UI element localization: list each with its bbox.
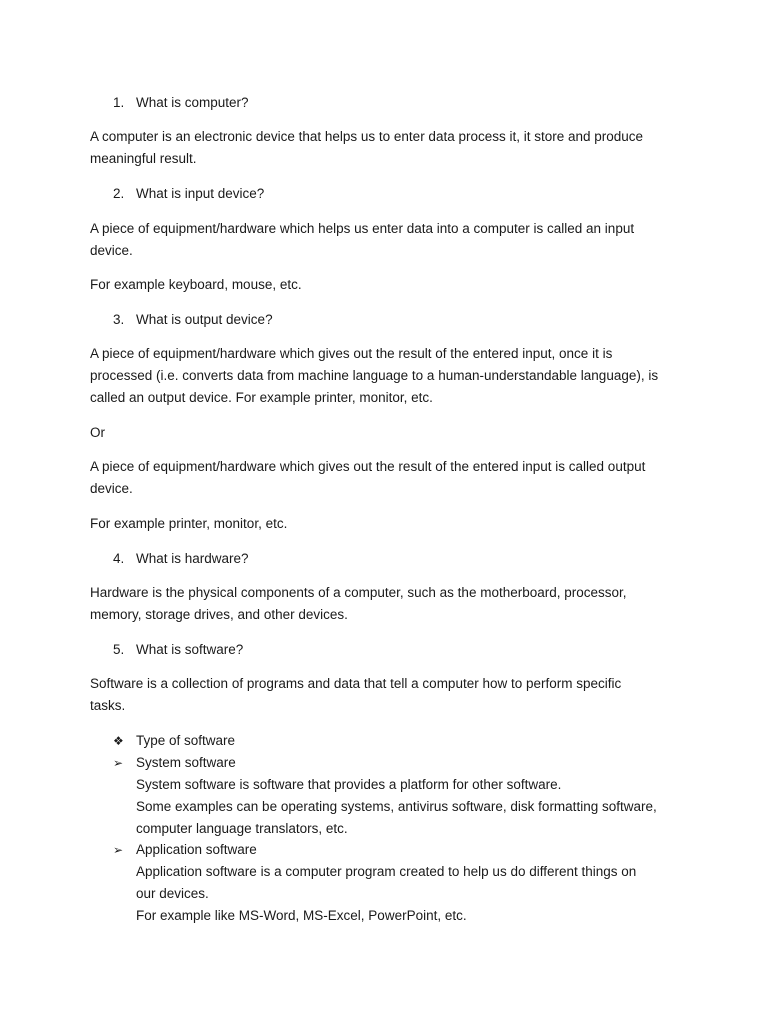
diamond-bullet-icon: ❖ <box>113 734 124 748</box>
example-line: For example printer, monitor, etc. <box>90 516 288 531</box>
or-separator: Or <box>90 425 105 440</box>
answer-line: Software is a collection of programs and data that tell a computer how to perform specific <box>90 676 622 691</box>
answer-line: memory, storage drives, and other devices. <box>90 607 348 622</box>
answer-line: processed (i.e. converts data from machine language to a human-understandable language), is <box>90 368 659 383</box>
answer-line: meaningful result. <box>90 151 197 166</box>
question-input-device: What is input device? <box>136 186 265 201</box>
system-software-line: Some examples can be operating systems, antivirus software, disk formatting software, <box>136 799 657 814</box>
answer-line: A piece of equipment/hardware which gives out the result of the entered input is called output <box>90 459 646 474</box>
answer-line: called an output device. For example printer, monitor, etc. <box>90 390 433 405</box>
question-number: 5. <box>113 642 125 657</box>
question-number: 1. <box>113 95 125 110</box>
answer-line: A piece of equipment/hardware which gives out the result of the entered input, once it is <box>90 346 613 361</box>
software-types-heading: Type of software <box>136 733 236 748</box>
question-number: 3. <box>113 312 125 327</box>
application-software-line: Application software is a computer program created to help us do different things on <box>136 864 637 879</box>
application-software-line: For example like MS-Word, MS-Excel, PowerPoint, etc. <box>136 908 467 923</box>
answer-line: device. <box>90 481 133 496</box>
arrow-bullet-icon: ➢ <box>113 843 124 857</box>
application-software-title: Application software <box>136 842 257 857</box>
answer-line: device. <box>90 243 133 258</box>
example-line: For example keyboard, mouse, etc. <box>90 277 302 292</box>
question-output-device: What is output device? <box>136 312 273 327</box>
system-software-line: System software is software that provides a platform for other software. <box>136 777 562 792</box>
question-hardware: What is hardware? <box>136 551 249 566</box>
answer-line: Hardware is the physical components of a computer, such as the motherboard, processor, <box>90 585 627 600</box>
answer-line: A computer is an electronic device that helps us to enter data process it, it store and produce <box>90 129 644 144</box>
question-number: 2. <box>113 186 125 201</box>
system-software-title: System software <box>136 755 236 770</box>
answer-line: tasks. <box>90 698 126 713</box>
arrow-bullet-icon: ➢ <box>113 756 124 770</box>
question-computer: What is computer? <box>136 95 249 110</box>
question-software: What is software? <box>136 642 244 657</box>
application-software-line: our devices. <box>136 886 209 901</box>
answer-line: A piece of equipment/hardware which helps us enter data into a computer is called an input <box>90 221 635 236</box>
question-number: 4. <box>113 551 125 566</box>
system-software-line: computer language translators, etc. <box>136 821 348 836</box>
